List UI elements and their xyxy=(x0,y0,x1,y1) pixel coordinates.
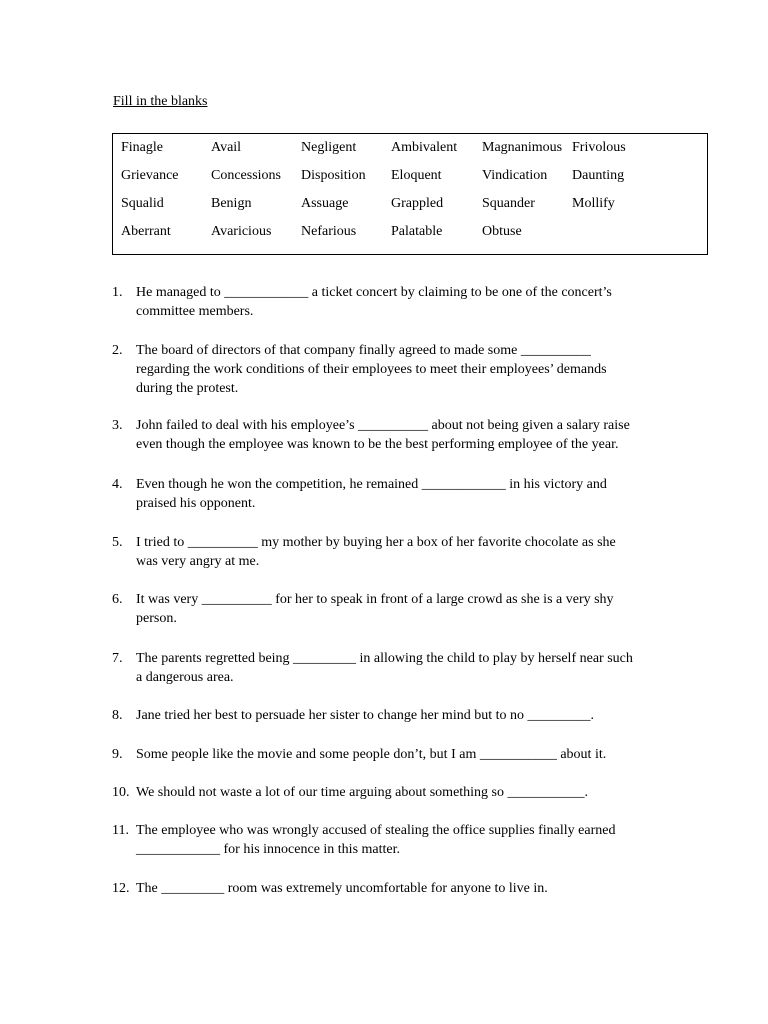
question-line: regarding the work conditions of their employees to meet their employees’ demands xyxy=(136,362,607,377)
question-number: 10. xyxy=(112,785,130,800)
question-line: The parents regretted being _________ in allowing the child to play by herself near such xyxy=(136,651,633,666)
question-line: committee members. xyxy=(136,304,254,319)
word-bank-word: Nefarious xyxy=(301,224,357,239)
word-bank xyxy=(112,133,708,255)
word-bank-word: Squander xyxy=(482,196,535,211)
question-text xyxy=(136,706,688,725)
question-number: 5. xyxy=(112,535,123,550)
word-bank-word: Negligent xyxy=(301,140,357,155)
word-bank-word: Mollify xyxy=(572,196,615,211)
word-bank-word: Frivolous xyxy=(572,140,626,155)
question-number: 12. xyxy=(112,881,130,896)
question-line: even though the employee was known to be the best performing employee of the year. xyxy=(136,437,619,452)
question-number: 4. xyxy=(112,477,123,492)
question-text xyxy=(136,416,688,454)
question-line: Jane tried her best to persuade her sister to change her mind but to no _________. xyxy=(136,708,594,723)
word-bank-word: Eloquent xyxy=(391,168,442,183)
word-bank-word: Avail xyxy=(211,140,242,155)
word-bank-word: Obtuse xyxy=(482,224,522,239)
question-number: 9. xyxy=(112,747,123,762)
question-line: praised his opponent. xyxy=(136,496,256,511)
question-line: I tried to __________ my mother by buying her a box of her favorite chocolate as she xyxy=(136,535,616,550)
question-text xyxy=(136,475,688,513)
question-number: 6. xyxy=(112,592,123,607)
question-number: 8. xyxy=(112,708,123,723)
question-line: John failed to deal with his employee’s __________ about not being given a salary raise xyxy=(136,418,630,433)
question-line: The _________ room was extremely uncomfortable for anyone to live in. xyxy=(136,881,548,896)
question-line: was very angry at me. xyxy=(136,554,260,569)
question-line: We should not waste a lot of our time arguing about something so ___________. xyxy=(136,785,589,800)
word-bank-word: Magnanimous xyxy=(482,140,563,155)
worksheet-title: Fill in the blanks xyxy=(113,94,208,109)
word-bank-word: Daunting xyxy=(572,168,625,183)
word-bank-word: Squalid xyxy=(121,196,164,211)
question-number: 7. xyxy=(112,651,123,666)
question-line: The board of directors of that company finally agreed to made some __________ xyxy=(136,343,591,358)
question-number: 2. xyxy=(112,343,123,358)
question-number: 11. xyxy=(112,823,129,838)
word-bank-word: Finagle xyxy=(121,140,163,155)
word-bank-word: Avaricious xyxy=(211,224,272,239)
word-bank-word: Disposition xyxy=(301,168,366,183)
word-bank-word: Grievance xyxy=(121,168,179,183)
question-line: Even though he won the competition, he remained ____________ in his victory and xyxy=(136,477,607,492)
question-text xyxy=(136,649,688,687)
word-bank-word: Grappled xyxy=(391,196,444,211)
word-bank-word: Benign xyxy=(211,196,252,211)
word-bank-word: Concessions xyxy=(211,168,281,183)
question-text xyxy=(136,590,688,628)
question-line: The employee who was wrongly accused of stealing the office supplies finally earned xyxy=(136,823,616,838)
question-text xyxy=(136,745,688,764)
question-text xyxy=(136,283,688,321)
question-line: It was very __________ for her to speak in front of a large crowd as she is a very shy xyxy=(136,592,614,607)
question-line: ____________ for his innocence in this matter. xyxy=(136,842,401,857)
word-bank-word: Palatable xyxy=(391,224,443,239)
question-number: 1. xyxy=(112,285,123,300)
word-bank-word: Ambivalent xyxy=(391,140,458,155)
question-line: He managed to ____________ a ticket concert by claiming to be one of the concert’s xyxy=(136,285,612,300)
word-bank-word: Aberrant xyxy=(121,224,171,239)
question-number: 3. xyxy=(112,418,123,433)
question-text xyxy=(136,783,688,802)
question-line: a dangerous area. xyxy=(136,670,234,685)
word-bank-word: Vindication xyxy=(482,168,548,183)
question-line: during the protest. xyxy=(136,381,239,396)
question-text xyxy=(136,341,688,398)
question-text xyxy=(136,533,688,571)
question-line: person. xyxy=(136,611,177,626)
question-text xyxy=(136,879,688,898)
question-line: Some people like the movie and some people don’t, but I am ___________ about it. xyxy=(136,747,607,762)
question-text xyxy=(136,821,688,859)
word-bank-word: Assuage xyxy=(301,196,349,211)
